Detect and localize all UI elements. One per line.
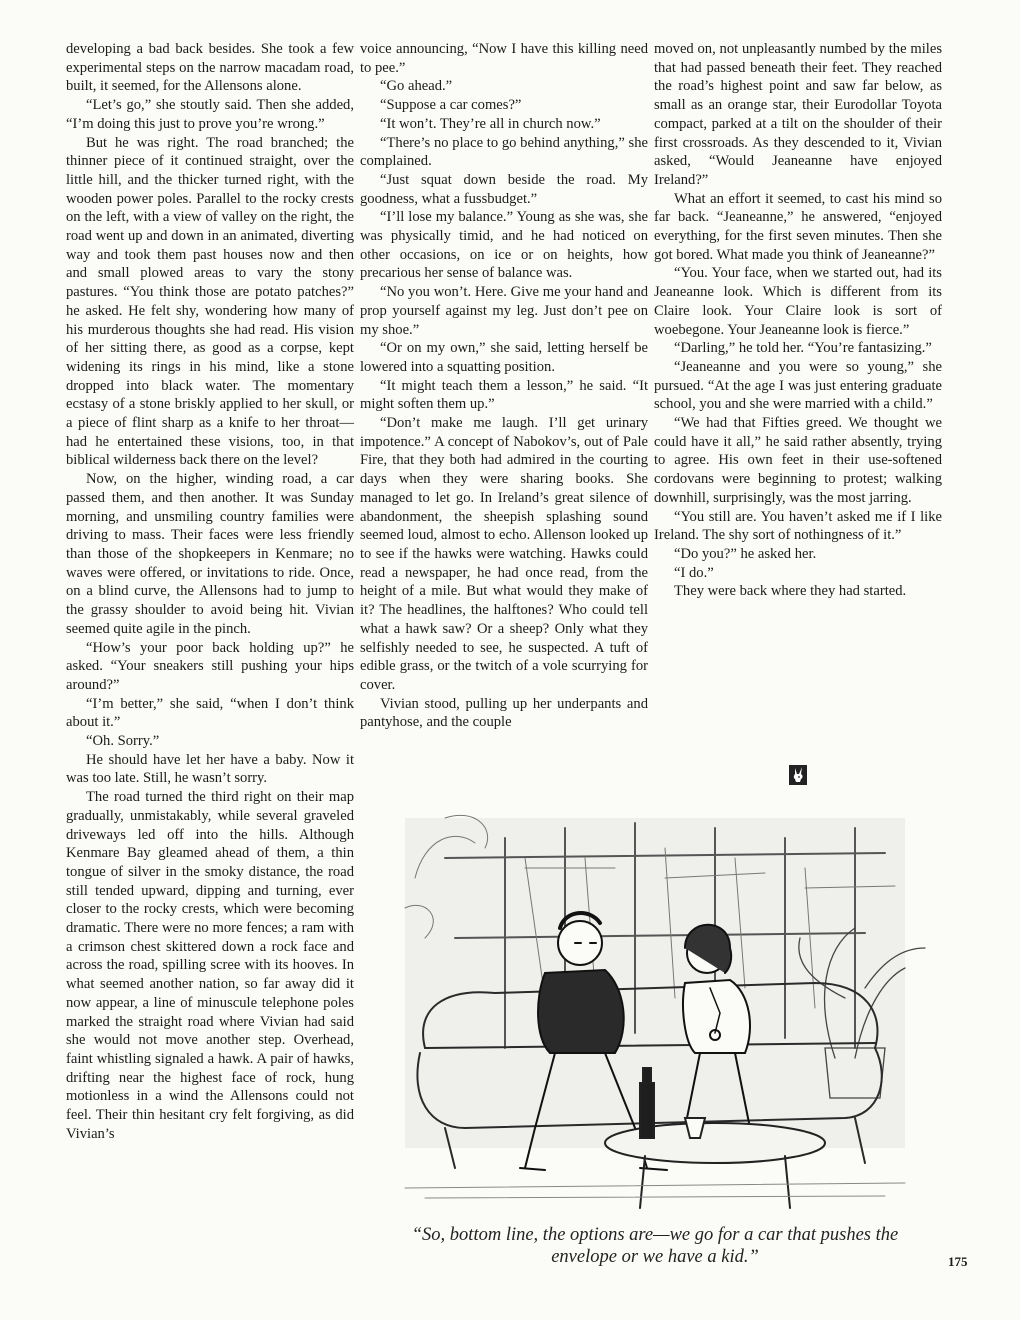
paragraph: “Darling,” he told her. “You’re fantasizing.” [674,340,932,357]
article-column-3 [654,40,942,601]
paragraph: Vivian stood, pulling up her underpants and pantyhose, and the couple [360,695,648,731]
paragraph: “Just squat down beside the road. My goodness, what a fussbudget.” [360,171,648,207]
paragraph: What an effort it seemed, to cast his mind so far back. “Jeaneanne,” he answered, “enjoyed everything, for the first seven minutes. Then she got bored. What made you think of Jeaneanne?” [654,190,942,263]
page-number: 175 [948,1254,968,1269]
paragraph: Now, on the higher, winding road, a car passed them, and then another. It was Sunday morning, and unsmiling country families were driving to mass. Their faces were less friendly than those of the shopkeepers in Kenmare; no waves were offered, or invitations to ride. Once, on a blind curve, the Allensons had to jump to the grassy shoulder to avoid being hit. Vivian seemed quite agile in the pinch. [66,471,354,637]
paragraph: “I do.” [674,564,714,581]
cartoon-illustration [385,798,930,1214]
paragraph: “It won’t. They’re all in church now.” [380,115,601,132]
paragraph: “You. Your face, when we started out, had its Jeaneanne look. Which is different from its Claire look. Your Claire look is sort of woebegone. Your Jeaneanne look is fierce.” [654,265,942,338]
end-mark-rabbit-icon [789,765,807,785]
article-column-1 [66,40,354,1143]
paragraph: voice announcing, “Now I have this killing need to pee.” [360,41,648,76]
paragraph: moved on, not unpleasantly numbed by the miles that had passed beneath their feet. They reached the road’s highest point and saw far below, as small as an orange star, their Eurodollar Toyota compact, parked at a tilt on the shoulder of their first crossroads. As they descended to it, Vivian asked, “Would Jeaneanne have enjoyed Ireland?” [654,41,942,188]
paragraph: “We had that Fifties greed. We thought we could have it all,” he said rather absently, trying to agree. His own feet in their use-softened cordovans were beginning to protest; walking downhill, surprisingly, was the most jarring. [654,415,942,506]
paragraph: “How’s your poor back holding up?” he asked. “Your sneakers still pushing your hips around?” [66,639,354,693]
paragraph: “Let’s go,” she stoutly said. Then she added, “I’m doing this just to prove you’re wrong.” [66,97,354,132]
paragraph: “It might teach them a lesson,” he said. “It might soften them up.” [360,377,648,413]
paragraph: “Do you?” he asked her. [674,545,817,562]
paragraph: The road turned the third right on their map gradually, unmistakably, while several graveled driveways led off into the hills. Although Kenmare Bay gleamed ahead of them, a thin tongue of silver in the smoky distance, the road still tended upward, dipping and turning, ever closer to the rocky crests, which were becoming dramatic. There were no more fences; a ram with a crimson chest skittered down a rock face and across the road, spilling scree with its hooves. In what seemed another nation, so far away did it now appear, a line of minuscule telephone poles marked the straight road where Vivian had said she would not move another step. Overhead, faint whistling signaled a hawk. A pair of hawks, drifting near the highest face of rock, hung motionless in a wind the Allensons could not feel. Their thin hesitant cry felt forgiving, as did Vivian’s [66,789,354,1142]
paragraph: “Jeaneanne and you were so young,” she pursued. “At the age I was just entering graduate school, you and she were married with a child.” [654,358,942,413]
paragraph: “Go ahead.” [380,78,453,95]
cartoon-caption: “So, bottom line, the options are—we go for a car that pushes the envelope or we have a kid.” [411,1225,899,1267]
paragraph: “Oh. Sorry.” [86,733,160,750]
paragraph: developing a bad back besides. She took a few experimental steps on the narrow macadam road, built, it seemed, for the Allensons alone. [66,41,354,95]
paragraph: “I’m better,” she said, “when I don’t think about it.” [66,695,354,731]
paragraph: They were back where they had started. [674,583,907,600]
paragraph: “There’s no place to go behind anything,” she complained. [360,134,648,170]
paragraph: He should have let her have a baby. Now it was too late. Still, he wasn’t sorry. [66,751,354,787]
paragraph: “Don’t make me laugh. I’ll get urinary impotence.” A concept of Nabokov’s, out of Pale Fire, that they both had admired in the courting days when they were sharing books. She managed to let go. In Ireland’s great silence of abandonment, the sheepish splashing sound seemed loud, almost to echo. Allenson looked up to see if the hawks were watching. Hawks could read a newspaper, he had once read, from the height of a mile. But what would they make of it? The headlines, the halftones? Who could tell what a hawk saw? Or a sheep? Only what they selfishly needed to see, he suspected. A tuft of edible grass, or the twitch of a vole scurrying for cover. [360,415,648,693]
paragraph: “I’ll lose my balance.” Young as she was, she was physically timid, and he had noticed on other occasions, on ice or on heights, how precarious her sense of balance was. [360,209,648,282]
article-column-2 [360,40,648,732]
paragraph: “Or on my own,” she said, letting herself be lowered into a squatting position. [360,340,648,375]
paragraph: “Suppose a car comes?” [380,97,522,114]
paragraph: “No you won’t. Here. Give me your hand and prop yourself against my leg. Just don’t pee on my shoe.” [360,284,648,338]
paragraph: “You still are. You haven’t asked me if I like Ireland. The shy sort of nothingness of it.” [654,508,942,544]
paragraph: But he was right. The road branched; the thinner piece of it continued straight, over the little hill, and the thicker turned right, with the wooden power poles. Parallel to the rocky crests on the left, with a view of valley on the right, the road went up and down in an animated, diverting way and took them past houses now and then and small plowed areas to vary the stony pastures. “You think those are potato patches?” he asked. He felt shy, wondering how many of his murderous thoughts she had read. His vision of her sitting there, as good as a corpse, kept widening its rings in his mind, like a stone dropped into black water. The momentary ecstasy of a stone briskly applied to her skull, or a piece of flint sharp as a knife to her throat—had he entertained these visions, too, in that biblical wilderness back there on the level? [66,134,354,469]
